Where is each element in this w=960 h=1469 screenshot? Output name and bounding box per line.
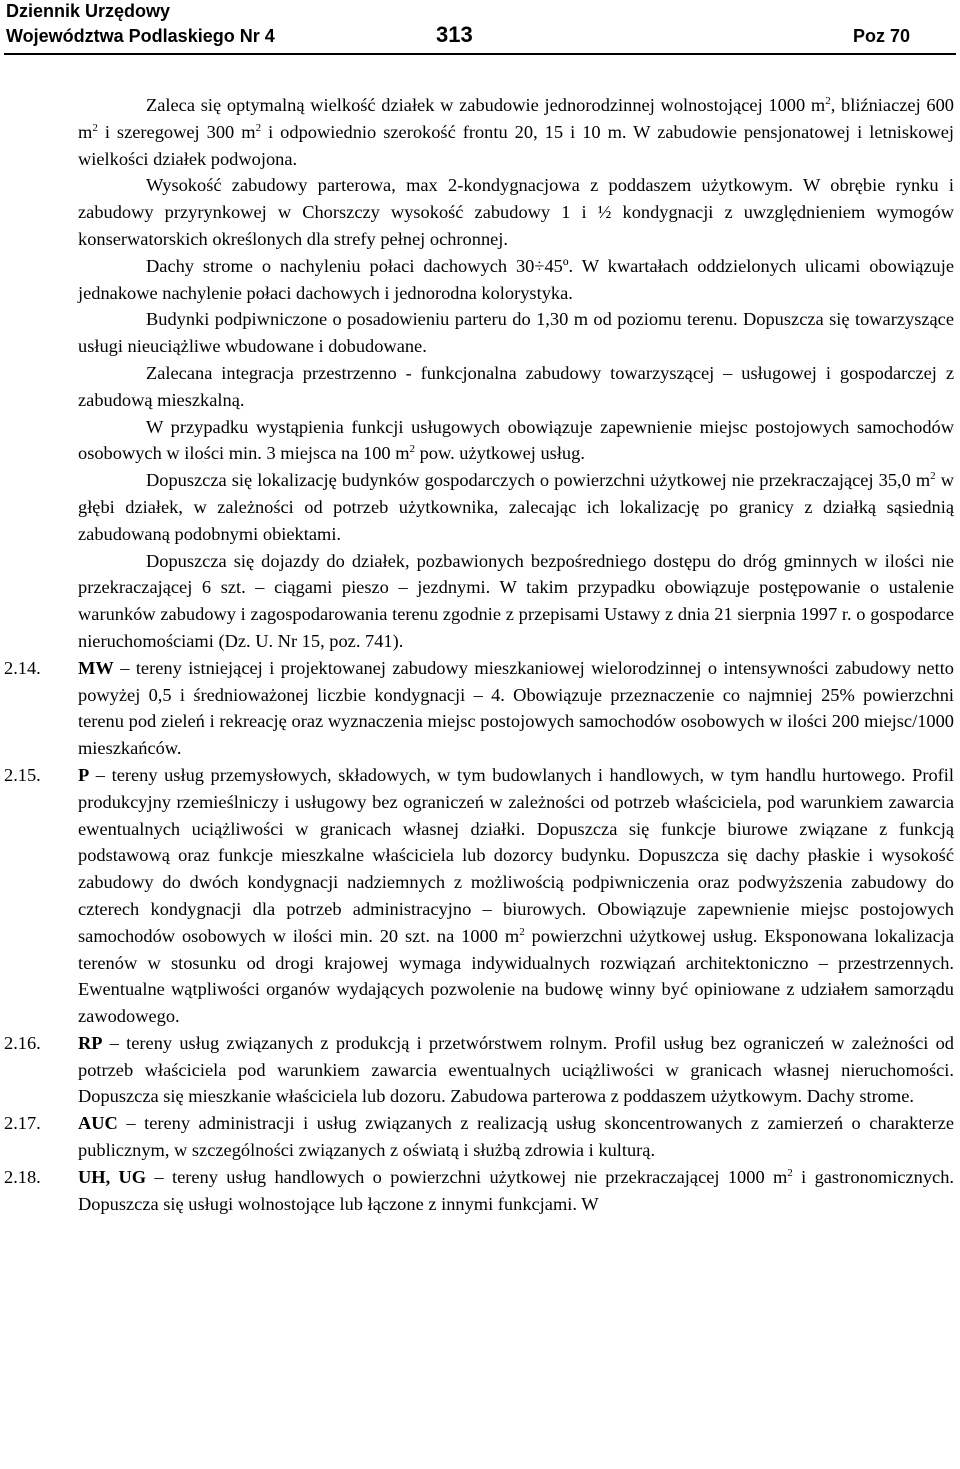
zone-code: MW — [78, 657, 114, 678]
document-body — [0, 92, 960, 1217]
journal-region: Województwa Podlaskiego Nr 4 — [6, 26, 275, 46]
list-item-mw: 2.14. MW – tereny istniejącej i projektowanej zabudowy mieszkaniowej wielorodzinnej o intensywności zabudowy netto powyżej 0,5 i średnioważonej liczbie kondygnacji – 4. Obowiązuje przeznaczenie co najmniej 25% powierzchni terenu pod zieleń i rekreację oraz wyznaczenia miejsc postojowych samochodów osobowych w ilości 200 miejsc/1000 mieszkańców. — [78, 655, 954, 762]
zone-code: UH, UG — [78, 1166, 147, 1187]
item-number: 2.18. — [4, 1166, 41, 1187]
zone-code: AUC — [78, 1113, 118, 1134]
position-number: Poz 70 — [852, 26, 910, 46]
paragraph-parking: W przypadku wystąpienia funkcji usługowych obowiązuje zapewnienie miejsc postojowych samochodów osobowych w ilości min. 3 miejsca na 100 $m^2$ pow. użytkowej usług. — [78, 416, 954, 464]
paragraph-building-height: Wysokość zabudowy parterowa, max 2-kondygnacjowa z poddaszem użytkowym. W obrębie rynku i zabudowy przyrynkowej w Chorszczy wysokość zabudowy 1 i ½ kondygnacji z uwzględnieniem wymogów konserwatorskich określonych dla strefy pełnej ochronnej. — [78, 175, 954, 249]
list-item-rp: 2.16. RP – tereny usług związanych z produkcją i przetwórstwem rolnym. Profil usług bez ograniczeń w zależności od potrzeb właściciela pod warunkiem zawarcia ewentualnych uciążliwości w granicach własnej nieruchomości. Dopuszcza się mieszkanie właściciela lub dozoru. Zabudowa parterowa z poddaszem użytkowym. Dachy strome. — [78, 1030, 954, 1110]
paragraph-plot-size: Zaleca się optymalną wielkość działek w zabudowie jednorodzinnej wolnostojącej 1000 $m^2$, bliźniaczej 600 $m^2$ i szeregowej 300 $m^2$ i odpowiednio szerokość frontu 20, 15 i 10 m. W zabudowie pensjonatowej i letniskowej wielkości działek podwojona. — [78, 95, 954, 169]
item-number: 2.16. — [4, 1032, 41, 1053]
paragraph-basements: Budynki podpiwniczone o posadowieniu parteru do 1,30 m od poziomu terenu. Dopuszcza się towarzyszące usługi nieuciążliwe wbudowane i dobudowane. — [78, 309, 954, 357]
page-number: 313 — [436, 22, 473, 47]
zone-code: P — [78, 764, 90, 785]
paragraph-outbuildings: Dopuszcza się lokalizację budynków gospodarczych o powierzchni użytkowej nie przekraczającej 35,0 $m^2$ w głębi działek, w zależności od potrzeb użytkownika, zalecając ich lokalizację po granicy z działką sąsiednią zabudowaną podobnymi obiektami. — [78, 470, 954, 544]
list-item-p: 2.15. P – tereny usług przemysłowych, składowych, w tym budowlanych i handlowych, w tym handlu hurtowego. Profil produkcyjny rzemieślniczy i usługowy bez ograniczeń w zależności od potrzeb właściciela, pod warunkiem zawarcia ewentualnych uciążliwości w granicach własnej działki. Dopuszcza się funkcje biurowe związane z funkcją podstawową oraz funkcje mieszkalne właściciela lub dozorcy budynku. Dopuszcza się dachy płaskie i wysokość zabudowy do dwóch kondygnacji nadziemnych z możliwością podpiwniczenia oraz podwyższenia zabudowy do czterech kondygnacji dla potrzeb administracyjno – biurowych. Obowiązuje zapewnienie miejsc postojowych samochodów osobowych w ilości min. 20 szt. na 1000 $m^2$ powierzchni użytkowej usług. Eksponowana lokalizacja terenów w stosunku od drogi krajowej wymaga indywidualnych rozwiązań architektoniczno – przestrzennych. Ewentualne wątpliwości organów wydających pozwolenie na budowę winny być opiniowane z udziałem samorządu zawodowego. — [78, 762, 954, 1030]
paragraph-integration: Zalecana integracja przestrzenno - funkcjonalna zabudowy towarzyszącej – usługowej i gospodarczej z zabudową mieszkalną. — [78, 362, 954, 410]
item-number: 2.15. — [4, 764, 41, 785]
journal-title: Dziennik Urzędowy — [6, 1, 171, 21]
zone-code: RP — [78, 1032, 103, 1053]
header-rule — [4, 53, 956, 55]
item-number: 2.17. — [4, 1113, 41, 1134]
paragraph-access-roads: Dopuszcza się dojazdy do działek, pozbawionych bezpośredniego dostępu do dróg gminnych w ilości nie przekraczającej 6 szt. – ciągami pieszo – jezdnymi. W takim przypadku obowiązuje postępowanie o ustalenie warunków zabudowy i zagospodarowania terenu zgodnie z przepisami Ustawy z dnia 21 sierpnia 1997 r. o gospodarce nieruchomościami (Dz. U. Nr 15, poz. 741). — [78, 550, 954, 651]
list-item-auc: 2.17. AUC – tereny administracji i usług związanych z realizacją usług skoncentrowanych z zamierzeń o charakterze publicznym, w szczególności związanych z oświatą i służbą zdrowia i kulturą. — [78, 1110, 954, 1164]
page-header — [6, 0, 954, 54]
list-item-uh-ug: 2.18. UH, UG – tereny usług handlowych o powierzchni użytkowej nie przekraczającej 1000 $m^2$ i gastronomicznych. Dopuszcza się usługi wolnostojące lub łączone z innymi funkcjami. W — [78, 1164, 954, 1218]
paragraph-roofs: Dachy strome o nachyleniu połaci dachowych 30÷45º. W kwartałach oddzielonych ulicami obowiązuje jednakowe nachylenie połaci dachowych i jednorodna kolorystyka. — [78, 255, 954, 303]
item-number: 2.14. — [4, 657, 41, 678]
